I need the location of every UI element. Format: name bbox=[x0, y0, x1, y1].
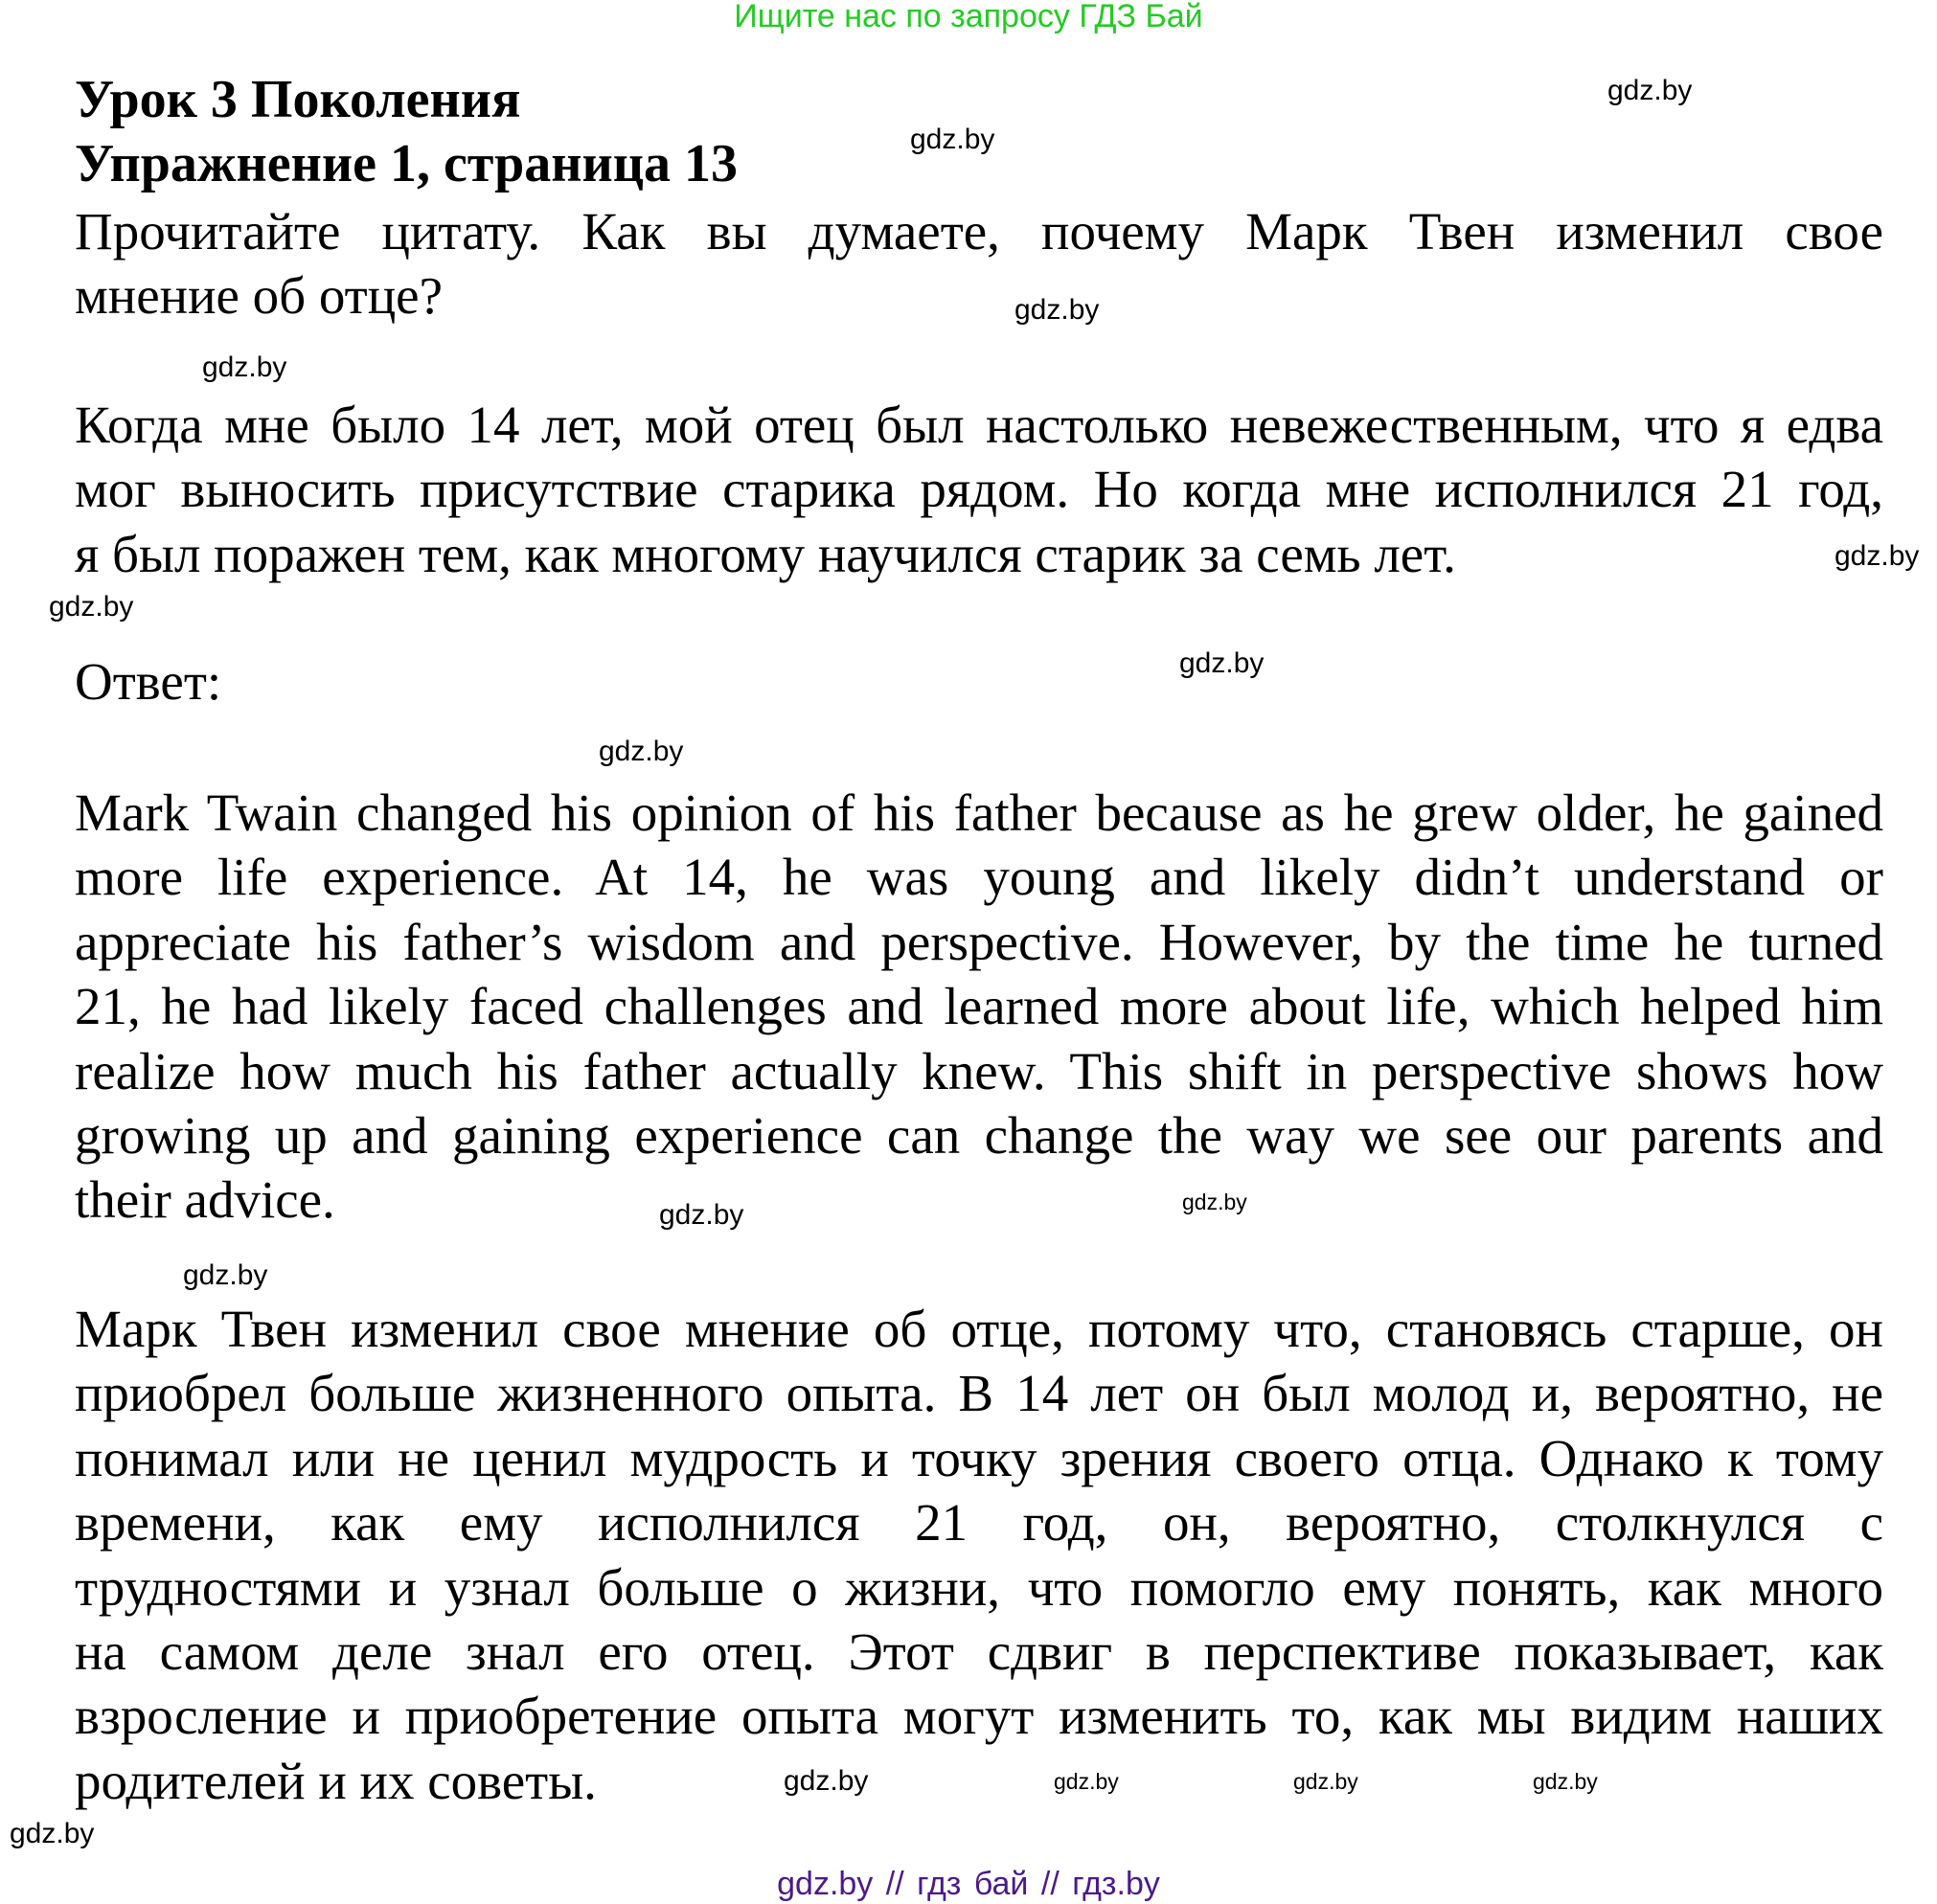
watermark: gdz.by bbox=[183, 1259, 268, 1291]
watermark: gdz.by bbox=[1533, 1769, 1598, 1794]
watermark: gdz.by bbox=[1054, 1769, 1119, 1794]
text-line: Марк Твен изменил свое мнение об отце, потому что, становясь старше, он bbox=[75, 1300, 1883, 1358]
lesson-title: Урок 3 Поколения bbox=[75, 70, 521, 129]
text-line: Когда мне было 14 лет, мой отец был настолько невежественным, что я едва bbox=[75, 396, 1883, 454]
watermark: gdz.by bbox=[49, 591, 134, 623]
watermark: gdz.by bbox=[1607, 75, 1693, 106]
watermark: gdz.by bbox=[1014, 294, 1100, 326]
text-line: времени, как ему исполнился 21 год, он, вероятно, столкнулся с bbox=[75, 1493, 1883, 1552]
text-line: мог выносить присутствие старика рядом. Но когда мне исполнился 21 год, bbox=[75, 460, 1883, 518]
text-line: понимал или не ценил мудрость и точку зрения своего отца. Однако к тому bbox=[75, 1429, 1883, 1487]
text-line: 21, he had likely faced challenges and learned more about life, which helped him bbox=[75, 977, 1883, 1035]
watermark: gdz.by bbox=[10, 1818, 95, 1849]
watermark: gdz.by bbox=[599, 736, 684, 767]
watermark: gdz.by bbox=[659, 1199, 744, 1231]
text-line: realize how much his father actually knew. This shift in perspective shows how bbox=[75, 1042, 1883, 1100]
text-line: родителей и их советы. bbox=[75, 1752, 597, 1810]
text-line: growing up and gaining experience can change the way we see our parents and bbox=[75, 1106, 1883, 1165]
text-line: Прочитайте цитату. Как вы думаете, почему Марк Твен изменил свое bbox=[75, 202, 1883, 261]
answer-label: Ответ: bbox=[75, 652, 222, 711]
watermark: gdz.by bbox=[1834, 540, 1920, 572]
text-line: я был поражен тем, как многому научился старик за семь лет. bbox=[75, 525, 1456, 583]
watermark: gdz.by bbox=[202, 351, 287, 383]
text-line: more life experience. At 14, he was young and likely didn’t understand or bbox=[75, 848, 1883, 906]
watermark: gdz.by bbox=[1293, 1769, 1358, 1794]
text-line: приобрел больше жизненного опыта. В 14 лет он был молод и, вероятно, не bbox=[75, 1364, 1883, 1422]
search-banner: Ищите нас по запросу ГДЗ Бай bbox=[734, 0, 1203, 34]
footer-links: gdz.by // гдз бай // гдз.by bbox=[777, 1866, 1160, 1902]
text-line: appreciate his father’s wisdom and perspective. However, by the time he turned bbox=[75, 913, 1883, 971]
text-line: на самом деле знал его отец. Этот сдвиг в перспективе показывает, как bbox=[75, 1622, 1883, 1681]
text-line: мнение об отце? bbox=[75, 266, 443, 325]
text-line: their advice. bbox=[75, 1170, 335, 1229]
watermark: gdz.by bbox=[1182, 1190, 1247, 1214]
watermark: gdz.by bbox=[784, 1765, 869, 1797]
watermark: gdz.by bbox=[910, 124, 995, 155]
watermark: gdz.by bbox=[1179, 647, 1265, 679]
exercise-title: Упражнение 1, страница 13 bbox=[75, 134, 739, 193]
text-line: трудностями и узнал больше о жизни, что помогло ему понять, как много bbox=[75, 1558, 1883, 1617]
text-line: Mark Twain changed his opinion of his father because as he grew older, he gained bbox=[75, 783, 1883, 842]
text-line: взросление и приобретение опыта могут изменить то, как мы видим наших bbox=[75, 1687, 1883, 1745]
